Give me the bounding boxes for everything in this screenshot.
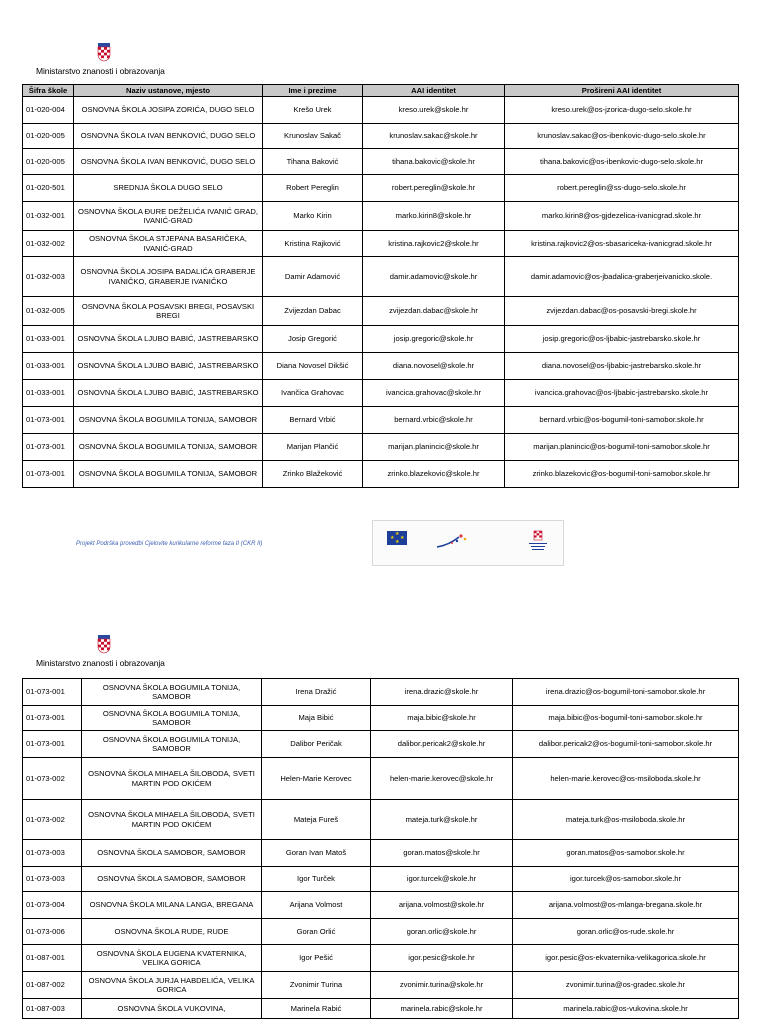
extended-aai-identity-cell: kreso.urek@os-jzorica-dugo-selo.skole.hr xyxy=(505,97,739,124)
extended-aai-identity-cell: zrinko.blazekovic@os-bogumil-toni-samobor.skole.hr xyxy=(505,461,739,488)
school-code-cell: 01-032-003 xyxy=(23,257,74,297)
school-code-cell: 01-020-005 xyxy=(23,124,74,149)
institution-cell: OSNOVNA ŠKOLA SAMOBOR, SAMOBOR xyxy=(82,867,262,892)
full-name-cell: Tihana Baković xyxy=(263,149,363,175)
institution-cell: OSNOVNA ŠKOLA RUDE, RUDE xyxy=(82,919,262,945)
aai-identity-cell: maja.bibic@skole.hr xyxy=(371,706,513,731)
school-code-cell: 01-087-003 xyxy=(23,999,82,1019)
aai-identity-cell: marinela.rabic@skole.hr xyxy=(371,999,513,1019)
extended-aai-identity-cell: marinela.rabic@os-vukovina.skole.hr xyxy=(513,999,739,1019)
ministry-name: Ministarstvo znanosti i obrazovanja xyxy=(36,66,165,76)
aai-identity-cell: tihana.bakovic@skole.hr xyxy=(363,149,505,175)
institution-cell: OSNOVNA ŠKOLA POSAVSKI BREGI, POSAVSKI BREGI xyxy=(74,297,263,326)
full-name-cell: Kristina Rajković xyxy=(263,231,363,257)
aai-identity-cell: marijan.planincic@skole.hr xyxy=(363,434,505,461)
school-code-cell: 01-073-001 xyxy=(23,434,74,461)
institution-cell: OSNOVNA ŠKOLA LJUBO BABIĆ, JASTREBARSKO xyxy=(74,326,263,353)
aai-identity-cell: igor.turcek@skole.hr xyxy=(371,867,513,892)
school-code-cell: 01-020-501 xyxy=(23,175,74,202)
extended-aai-identity-cell: goran.orlic@os-rude.skole.hr xyxy=(513,919,739,945)
col-header-institution: Naziv ustanove, mjesto xyxy=(74,85,263,97)
institution-cell: OSNOVNA ŠKOLA MIHAELA ŠILOBODA, SVETI MARTIN POD OKIĆEM xyxy=(82,800,262,840)
col-header-full-name: Ime i prezime xyxy=(263,85,363,97)
school-code-cell: 01-033-001 xyxy=(23,353,74,380)
full-name-cell: Josip Gregorić xyxy=(263,326,363,353)
institution-cell: OSNOVNA ŠKOLA BOGUMILA TONIJA, SAMOBOR xyxy=(82,706,262,731)
aai-identity-cell: zrinko.blazekovic@skole.hr xyxy=(363,461,505,488)
aai-identity-cell: kristina.rajkovic2@skole.hr xyxy=(363,231,505,257)
school-code-cell: 01-073-001 xyxy=(23,461,74,488)
school-code-cell: 01-073-003 xyxy=(23,867,82,892)
aai-identity-cell: goran.matos@skole.hr xyxy=(371,840,513,867)
full-name-cell: Goran Ivan Matoš xyxy=(262,840,371,867)
project-footer-text: Projekt Podrška provedbi Cjelovite kurikularne reforme faza II (CKR II) xyxy=(76,541,263,547)
institution-cell: OSNOVNA ŠKOLA BOGUMILA TONIJA, SAMOBOR xyxy=(74,434,263,461)
school-code-cell: 01-073-001 xyxy=(23,706,82,731)
aai-identity-cell: kreso.urek@skole.hr xyxy=(363,97,505,124)
extended-aai-identity-cell: kristina.rajkovic2@os-sbasariceka-ivanicgrad.skole.hr xyxy=(505,231,739,257)
table-row xyxy=(23,297,739,326)
table-row xyxy=(23,175,739,202)
table-row xyxy=(23,867,739,892)
institution-cell: OSNOVNA ŠKOLA BOGUMILA TONIJA, SAMOBOR xyxy=(74,461,263,488)
extended-aai-identity-cell: bernard.vrbic@os-bogumil-toni-samobor.skole.hr xyxy=(505,407,739,434)
school-code-cell: 01-032-002 xyxy=(23,231,74,257)
full-name-cell: Goran Orlić xyxy=(262,919,371,945)
aai-identity-cell: zvonimir.turina@skole.hr xyxy=(371,972,513,999)
full-name-cell: Igor Turček xyxy=(262,867,371,892)
full-name-cell: Diana Novosel Dikšić xyxy=(263,353,363,380)
table-row xyxy=(23,231,739,257)
institution-cell: OSNOVNA ŠKOLA BOGUMILA TONIJA, SAMOBOR xyxy=(82,679,262,706)
extended-aai-identity-cell: igor.turcek@os-samobor.skole.hr xyxy=(513,867,739,892)
extended-aai-identity-cell: irena.drazic@os-bogumil-toni-samobor.skole.hr xyxy=(513,679,739,706)
aai-table-page1 xyxy=(22,84,739,488)
aai-identity-cell: igor.pesic@skole.hr xyxy=(371,945,513,972)
extended-aai-identity-cell: zvonimir.turina@os-gradec.skole.hr xyxy=(513,972,739,999)
institution-cell: OSNOVNA ŠKOLA SAMOBOR, SAMOBOR xyxy=(82,840,262,867)
full-name-cell: Igor Pešić xyxy=(262,945,371,972)
extended-aai-identity-cell: zvijezdan.dabac@os-posavski-bregi.skole.hr xyxy=(505,297,739,326)
full-name-cell: Zrinko Blažeković xyxy=(263,461,363,488)
aai-identity-cell: damir.adamovic@skole.hr xyxy=(363,257,505,297)
table-row xyxy=(23,758,739,800)
school-code-cell: 01-073-006 xyxy=(23,919,82,945)
aai-identity-cell: mateja.turk@skole.hr xyxy=(371,800,513,840)
institution-cell: OSNOVNA ŠKOLA EUGENA KVATERNIKA, VELIKA GORICA xyxy=(82,945,262,972)
extended-aai-identity-cell: maja.bibic@os-bogumil-toni-samobor.skole.hr xyxy=(513,706,739,731)
school-code-cell: 01-020-004 xyxy=(23,97,74,124)
extended-aai-identity-cell: igor.pesic@os-ekvaternika-velikagorica.skole.hr xyxy=(513,945,739,972)
school-code-cell: 01-033-001 xyxy=(23,326,74,353)
aai-identity-cell: irena.drazic@skole.hr xyxy=(371,679,513,706)
full-name-cell: Marinela Rabić xyxy=(262,999,371,1019)
school-code-cell: 01-032-001 xyxy=(23,202,74,231)
full-name-cell: Mateja Fureš xyxy=(262,800,371,840)
table-row xyxy=(23,434,739,461)
table-row xyxy=(23,257,739,297)
table-header-row xyxy=(23,85,739,97)
institution-cell: OSNOVNA ŠKOLA BOGUMILA TONIJA, SAMOBOR xyxy=(74,407,263,434)
institution-cell: OSNOVNA ŠKOLA MIHAELA ŠILOBODA, SVETI MARTIN POD OKIĆEM xyxy=(82,758,262,800)
table-row xyxy=(23,326,739,353)
esf-swoosh-icon xyxy=(435,533,471,549)
full-name-cell: Bernard Vrbić xyxy=(263,407,363,434)
full-name-cell: Arijana Volmost xyxy=(262,892,371,919)
institution-cell: OSNOVNA ŠKOLA BOGUMILA TONIJA, SAMOBOR xyxy=(82,731,262,758)
institution-cell: OSNOVNA ŠKOLA IVAN BENKOVIĆ, DUGO SELO xyxy=(74,124,263,149)
table-row xyxy=(23,800,739,840)
school-code-cell: 01-073-002 xyxy=(23,800,82,840)
extended-aai-identity-cell: marko.kirin8@os-gjdezelica-ivanicgrad.skole.hr xyxy=(505,202,739,231)
school-code-cell: 01-033-001 xyxy=(23,380,74,407)
full-name-cell: Zvijezdan Dabac xyxy=(263,297,363,326)
institution-cell: SREDNJA ŠKOLA DUGO SELO xyxy=(74,175,263,202)
aai-identity-cell: robert.pereglin@skole.hr xyxy=(363,175,505,202)
table-row xyxy=(23,731,739,758)
col-header-school-code: Šifra škole xyxy=(23,85,74,97)
extended-aai-identity-cell: krunoslav.sakac@os-ibenkovic-dugo-selo.skole.hr xyxy=(505,124,739,149)
aai-identity-cell: josip.gregoric@skole.hr xyxy=(363,326,505,353)
col-header-extended-aai-identity: Prošireni AAI identitet xyxy=(505,85,739,97)
full-name-cell: Marijan Plančić xyxy=(263,434,363,461)
ministry-name: Ministarstvo znanosti i obrazovanja xyxy=(36,658,165,668)
table-row xyxy=(23,679,739,706)
table-row xyxy=(23,353,739,380)
aai-identity-cell: marko.kirin8@skole.hr xyxy=(363,202,505,231)
school-code-cell: 01-020-005 xyxy=(23,149,74,175)
extended-aai-identity-cell: arijana.volmost@os-mlanga-bregana.skole.hr xyxy=(513,892,739,919)
school-code-cell: 01-087-002 xyxy=(23,972,82,999)
full-name-cell: Robert Pereglin xyxy=(263,175,363,202)
institution-cell: OSNOVNA ŠKOLA MILANA LANGA, BREGANA xyxy=(82,892,262,919)
full-name-cell: Zvonimir Turina xyxy=(262,972,371,999)
col-header-aai-identity: AAI identitet xyxy=(363,85,505,97)
aai-identity-cell: arijana.volmost@skole.hr xyxy=(371,892,513,919)
aai-identity-cell: krunoslav.sakac@skole.hr xyxy=(363,124,505,149)
table-row xyxy=(23,202,739,231)
table-row xyxy=(23,706,739,731)
institution-cell: OSNOVNA ŠKOLA ĐURE DEŽELIĆA IVANIĆ GRAD, IVANIĆ-GRAD xyxy=(74,202,263,231)
extended-aai-identity-cell: damir.adamovic@os-jbadalica-graberjeivanicko.skole. xyxy=(505,257,739,297)
eu-flag-icon: ★ ★ ★ ★ xyxy=(387,531,407,545)
school-code-cell: 01-087-001 xyxy=(23,945,82,972)
institution-cell: OSNOVNA ŠKOLA LJUBO BABIĆ, JASTREBARSKO xyxy=(74,380,263,407)
extended-aai-identity-cell: goran.matos@os-samobor.skole.hr xyxy=(513,840,739,867)
table-row xyxy=(23,945,739,972)
extended-aai-identity-cell: robert.pereglin@ss-dugo-selo.skole.hr xyxy=(505,175,739,202)
table-row xyxy=(23,892,739,919)
institution-cell: OSNOVNA ŠKOLA JURJA HABDELIĆA, VELIKA GORICA xyxy=(82,972,262,999)
extended-aai-identity-cell: ivancica.grahovac@os-ljbabic-jastrebarsko.skole.hr xyxy=(505,380,739,407)
aai-identity-cell: dalibor.pericak2@skole.hr xyxy=(371,731,513,758)
full-name-cell: Ivančica Grahovac xyxy=(263,380,363,407)
table-row xyxy=(23,461,739,488)
full-name-cell: Damir Adamović xyxy=(263,257,363,297)
page1-header xyxy=(36,42,176,82)
institution-cell: OSNOVNA ŠKOLA STJEPANA BASARIČEKA, IVANIĆ-GRAD xyxy=(74,231,263,257)
table-row xyxy=(23,149,739,175)
ministry-logo-icon xyxy=(523,529,553,555)
table-row xyxy=(23,380,739,407)
extended-aai-identity-cell: helen-marie.kerovec@os-msiloboda.skole.hr xyxy=(513,758,739,800)
table-row xyxy=(23,972,739,999)
institution-cell: OSNOVNA ŠKOLA VUKOVINA, xyxy=(82,999,262,1019)
school-code-cell: 01-073-001 xyxy=(23,731,82,758)
school-code-cell: 01-032-005 xyxy=(23,297,74,326)
aai-table-page2 xyxy=(22,678,739,1019)
extended-aai-identity-cell: mateja.turk@os-msiloboda.skole.hr xyxy=(513,800,739,840)
full-name-cell: Marko Kirin xyxy=(263,202,363,231)
table-row xyxy=(23,919,739,945)
croatian-coat-of-arms-icon xyxy=(96,42,112,62)
table-row xyxy=(23,840,739,867)
extended-aai-identity-cell: marijan.planincic@os-bogumil-toni-samobor.skole.hr xyxy=(505,434,739,461)
table-row xyxy=(23,407,739,434)
aai-identity-cell: ivancica.grahovac@skole.hr xyxy=(363,380,505,407)
table-row xyxy=(23,999,739,1019)
institution-cell: OSNOVNA ŠKOLA IVAN BENKOVIĆ, DUGO SELO xyxy=(74,149,263,175)
full-name-cell: Helen-Marie Kerovec xyxy=(262,758,371,800)
extended-aai-identity-cell: dalibor.pericak2@os-bogumil-toni-samobor.skole.hr xyxy=(513,731,739,758)
institution-cell: OSNOVNA ŠKOLA JOSIPA BADALIĆA GRABERJE IVANIČKO, GRABERJE IVANIČKO xyxy=(74,257,263,297)
table-row xyxy=(23,97,739,124)
extended-aai-identity-cell: diana.novosel@os-ljbabic-jastrebarsko.skole.hr xyxy=(505,353,739,380)
institution-cell: OSNOVNA ŠKOLA LJUBO BABIĆ, JASTREBARSKO xyxy=(74,353,263,380)
full-name-cell: Maja Bibić xyxy=(262,706,371,731)
aai-identity-cell: goran.orlic@skole.hr xyxy=(371,919,513,945)
full-name-cell: Krešo Urek xyxy=(263,97,363,124)
full-name-cell: Krunoslav Sakač xyxy=(263,124,363,149)
full-name-cell: Irena Dražić xyxy=(262,679,371,706)
school-code-cell: 01-073-002 xyxy=(23,758,82,800)
full-name-cell: Dalibor Peričak xyxy=(262,731,371,758)
school-code-cell: 01-073-001 xyxy=(23,679,82,706)
extended-aai-identity-cell: josip.gregoric@os-ljbabic-jastrebarsko.skole.hr xyxy=(505,326,739,353)
school-code-cell: 01-073-001 xyxy=(23,407,74,434)
table-row xyxy=(23,124,739,149)
school-code-cell: 01-073-003 xyxy=(23,840,82,867)
eu-funding-logos xyxy=(372,520,564,566)
aai-identity-cell: zvijezdan.dabac@skole.hr xyxy=(363,297,505,326)
extended-aai-identity-cell: tihana.bakovic@os-ibenkovic-dugo-selo.skole.hr xyxy=(505,149,739,175)
institution-cell: OSNOVNA ŠKOLA JOSIPA ZORIĆA, DUGO SELO xyxy=(74,97,263,124)
school-code-cell: 01-073-004 xyxy=(23,892,82,919)
aai-identity-cell: helen-marie.kerovec@skole.hr xyxy=(371,758,513,800)
page2-header xyxy=(36,634,176,674)
aai-identity-cell: bernard.vrbic@skole.hr xyxy=(363,407,505,434)
aai-identity-cell: diana.novosel@skole.hr xyxy=(363,353,505,380)
croatian-coat-of-arms-icon xyxy=(96,634,112,654)
